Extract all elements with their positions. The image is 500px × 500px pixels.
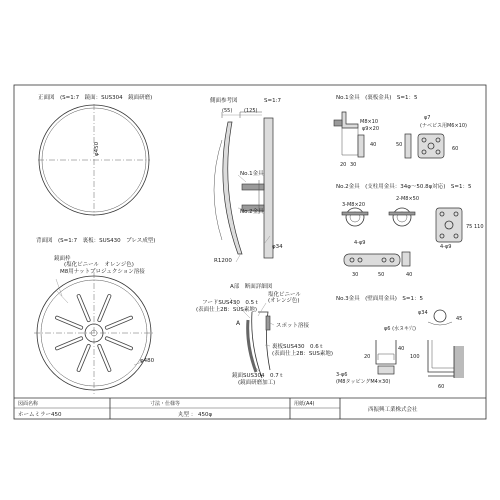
title-name-label: 図面名称	[18, 401, 39, 407]
fitting3-label-holes: 3-φ6	[336, 372, 348, 378]
fitting3-dim-40: 40	[398, 346, 405, 352]
title-spec-value: 丸型 ： 450φ	[178, 412, 213, 418]
fitting3-label-tap: (M8タッピングM4×30)	[336, 379, 391, 385]
detail-label-vinyl-color: (オレンジ色)	[268, 298, 300, 304]
detail-view-title: A部 断面詳細図	[230, 284, 273, 290]
side-pipe-dim: φ34	[272, 244, 283, 250]
detail-label-mirror-finish: (鏡面研磨加工)	[238, 380, 276, 386]
side-label-fitting2: No.2金具	[240, 209, 264, 215]
fitting3-label-45: 45	[456, 316, 463, 322]
side-bracket-1	[242, 184, 264, 190]
fitting3-label-pipe: φ34	[418, 310, 428, 316]
fitting2-pipe	[346, 208, 364, 226]
fitting1-hole7: φ7	[424, 115, 431, 121]
title-size-label: 用紙(A4)	[294, 401, 315, 407]
fitting2-view	[342, 208, 462, 266]
side-mirror-profile	[223, 122, 242, 254]
fitting2-label-bolt20: 3-M8×20	[342, 202, 366, 208]
fitting2-dim-30: 30	[352, 272, 359, 278]
fitting1-angle	[342, 112, 358, 128]
back-view	[34, 272, 154, 394]
detail-label-mirror: 鏡面SUS304 0.7ｔ	[232, 373, 285, 379]
detail-marker: A	[236, 320, 241, 327]
fitting2-dim-110: 110	[474, 224, 484, 230]
back-rib-inner	[107, 338, 131, 348]
detail-label-hood-finish: (表面仕上2B：SUS素地)	[196, 307, 258, 313]
back-dim: φ480	[140, 358, 155, 364]
fitting3-dim-100: 100	[410, 354, 420, 360]
back-rib-inner	[99, 296, 109, 320]
detail-label-backplate: 裏板SUS430 0.6ｔ	[272, 344, 325, 350]
fitting1-d60: 60	[452, 146, 459, 152]
side-radius: R1200	[214, 258, 232, 264]
detail-label-backplate-finish: (表面仕上2B：SUS素地)	[272, 351, 334, 357]
fitting3-label-drain: φ6 (水ヌキ穴)	[384, 326, 416, 332]
back-rib-inner	[107, 318, 131, 328]
fitting3-wall	[454, 346, 464, 378]
front-view	[38, 104, 150, 216]
front-view-title: 正面図 (S=1:7 鏡面：SUS304 鏡面研磨)	[38, 95, 153, 101]
fitting1-d20: 20	[340, 162, 347, 168]
side-view-scale: S=1:7	[264, 98, 281, 104]
front-dim: φ450	[94, 141, 100, 156]
back-rib-inner	[79, 346, 89, 370]
side-view-title: 側面参考図	[210, 98, 238, 104]
fitting1-hole: φ9×20	[362, 126, 380, 132]
back-label-vinyl: (塩化ビニール オレンジ色)	[64, 262, 134, 268]
labels	[18, 93, 484, 418]
fitting1-d40: 40	[370, 142, 377, 148]
detail-label-vinyl: 塩化ビニール	[268, 292, 301, 298]
side-view	[214, 112, 273, 262]
fitting2-dim-50: 50	[378, 272, 385, 278]
detail-label-hood: フードSUS430 0.5ｔ	[202, 300, 260, 306]
detail-spot-weld	[266, 316, 270, 330]
fitting3-dim-20: 20	[364, 354, 371, 360]
fitting1-d30: 30	[350, 162, 357, 168]
back-rib-inner	[57, 338, 81, 348]
title-company: 西振興工業株式会社	[368, 407, 418, 413]
side-label-fitting1: No.1金具	[240, 171, 264, 177]
fitting2-flat-bar	[344, 254, 400, 266]
fitting2-label-bolt50: 2-M8×50	[396, 196, 420, 202]
fitting3-dim-60: 60	[438, 384, 445, 390]
fitting2-title: No.2金具 (支柱用金具：34φ～50.8φ対応) S=1：5	[336, 184, 472, 190]
fitting1-title: No.1金具 (裏板金具) S=1：5	[336, 95, 418, 101]
back-label-weld: M8用ナットプロジェクション溶接	[60, 269, 145, 275]
fitting2-dim-40: 40	[406, 272, 413, 278]
back-rib-inner	[99, 346, 109, 370]
side-dim-125: (125)	[244, 108, 258, 114]
back-label-frame: 鏡面枠	[54, 256, 71, 262]
back-rib-inner	[57, 318, 81, 328]
title-name-value: ホームミラー450	[18, 412, 62, 418]
back-rib-inner	[79, 296, 89, 320]
fitting1-bolt: M8×10	[360, 119, 379, 125]
back-view-title: 背面図 (S=1:7 裏板：SUS430 プレス成型)	[36, 238, 156, 244]
fitting3-view	[376, 310, 464, 378]
fitting2-label-holes-b: 4-φ9	[440, 244, 452, 250]
fitting3-title: No.3金具 (壁面用金具) S=1：5	[336, 296, 424, 302]
title-spec-label: 寸法・仕様等	[150, 401, 181, 407]
fitting2-label-holes-a: 4-φ9	[354, 240, 366, 246]
fitting2-dim-75: 75	[466, 224, 473, 230]
fitting3-u-bracket	[376, 340, 396, 364]
detail-label-weld: スポット溶接	[276, 323, 310, 329]
fitting1-d50: 50	[396, 142, 403, 148]
side-pole	[264, 118, 273, 258]
side-dim-55: (55)	[222, 108, 233, 114]
fitting1-tap: (ナベビス用M6×10)	[420, 123, 467, 129]
drawing-frame	[14, 85, 486, 419]
fitting1-plate	[418, 134, 444, 158]
